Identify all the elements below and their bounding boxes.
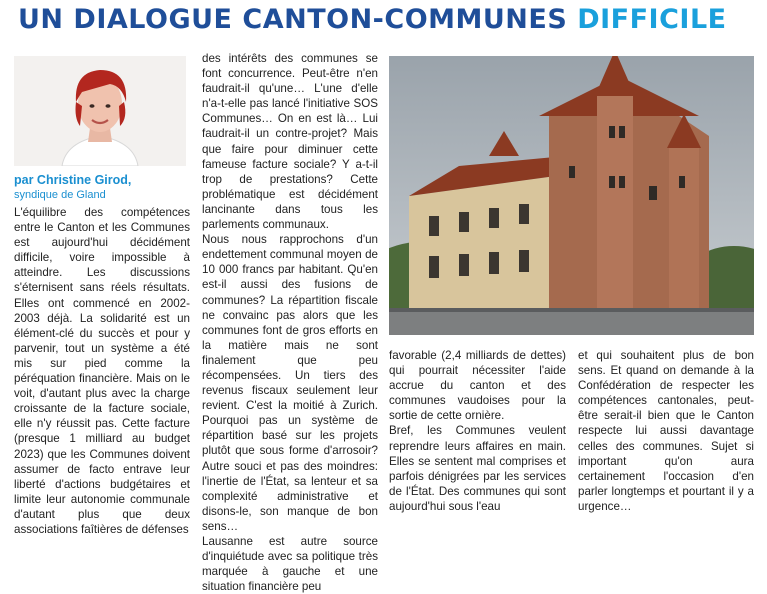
article-column-4: et qui souhaitent plus de bon sens. Et quand on demande à la Confédération de respecter les compétences cantonales, peut-être serait-il bien que le Canton respecte lui aussi davantage celles des communes. Sujet si important qu'on aura certainement l'occasion d'en parler longtemps et pourtant il y a urgence…	[578, 349, 754, 513]
castle-photo	[389, 56, 754, 335]
article-column-3: favorable (2,4 milliards de dettes) qui pourrait nécessiter l'aide accrue du canton et des communes vaudoises pour la sortie de cette ornière. Bref, les Communes veulent reprendre leurs affaires en main. Elles se sentent mal comprises et parfois dénigrées par les services de l'État. Des communes qui sont aujourd'hui sous l'eau	[389, 349, 566, 513]
title-accent: DIFFICILE	[577, 4, 727, 35]
article-title	[18, 0, 727, 40]
author-name: par Christine Girod,	[14, 173, 132, 187]
article-column-1: L'équilibre des compétences entre le Canton et les Communes est aujourd'hui décidément difficile, voire impossible à atteindre. Les discussions s'éternisent sans réels résultats. Elles ont commencé en 2002-2003 déjà. La solidarité est un élément-clé du succès et pour y parvenir, tout un système a été mis sur pied comme la péréquation financière. Mais on le voit, d'autant plus avec la charge croissante de la facture sociale, elle n'y réussit pas. Cette facture (presque 1 milliard au budget 2023) que les Communes doivent assumer de facto entrave leur liberté d'actions budgétaires et limite leur autonomie communale d'autant plus que deux associations faîtières de défenses	[14, 206, 190, 536]
author-byline	[14, 172, 194, 203]
title-main: UN DIALOGUE CANTON-COMMUNES	[18, 4, 568, 35]
author-portrait	[14, 56, 186, 166]
article-column-2: des intérêts des communes se font concurrence. Peut-être n'en faudrait-il qu'une… L'une d'elle n'a-t-elle pas lancé l'initiative SOS Communes… On en est là… Lui faudrait-il un contre-projet? Mais que faire pour diminuer cette fameuse facture sociale? Y a-t-il trop de prestations? Cette problématique est décidément lancinante dans tous les parlements communaux. Nous nous rapprochons d'un endettement communal moyen de 10 000 francs par habitant. Qu'en est-il aussi des fusions de communes? La répartition fiscale ne convainc pas alors que les communes font de gros efforts en la matière mais ne sont finalement que peu récompensées. Un tiers des revenus fiscaux seulement leur revient. C'est la moitié à Zurich. Pourquoi pas un système de répartition basé sur les projets plutôt que sous forme d'arrosoir? Autre souci et pas des moindres: l'inertie de l'État, sa lenteur et sa complexité administrative et disons-le, son manque de bon sens… Lausanne est autre source d'inquiétude avec sa politique très marquée à gauche et une situation financière peu	[202, 52, 378, 594]
author-role: syndique de Gland	[14, 189, 106, 201]
